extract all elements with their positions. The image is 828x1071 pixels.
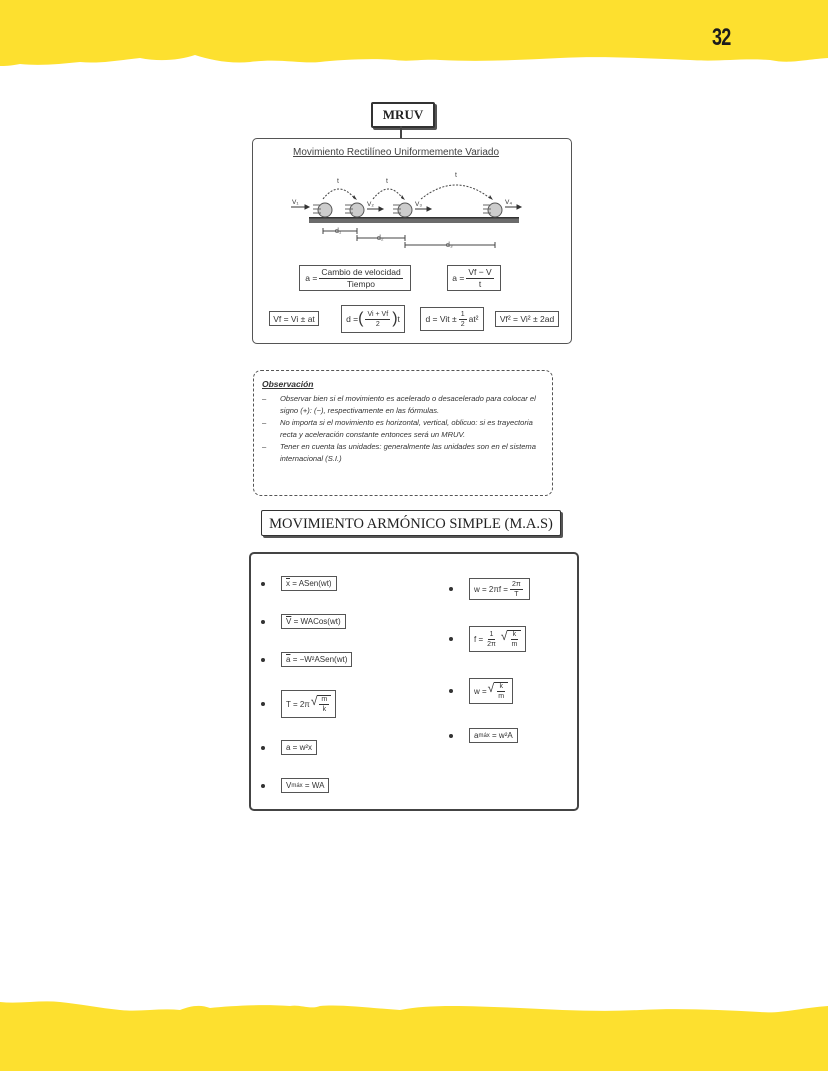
connector-line [400,126,402,138]
formula-lhs: a = [305,273,318,283]
fraction-denominator: t [478,278,482,289]
formula-box [281,778,329,793]
dash-bullet: – [262,442,267,451]
top-yellow-band [0,0,828,75]
fraction-denominator: k [322,706,327,713]
formula-velocity-squared: Vf² = Vi² ± 2ad [495,311,559,327]
svg-text:t: t [455,172,457,179]
bullet-icon [449,689,453,693]
formula-rhs: = w²A [492,731,513,740]
observation-item [262,417,546,440]
observation-text: No importa si el movimiento es horizontal, vertical, oblicuo: si es trayectoria recta y aceleración constante entonces será un MRUV. [280,418,533,439]
formula-rhs: = WA [304,781,325,790]
mruv-subtitle: Movimiento Rectilíneo Uniformemente Variado [293,147,500,158]
fraction-denominator: 2π [487,640,496,648]
fraction-numerator: Vi + Vf [367,310,389,318]
mruv-title: MRUV [371,102,435,128]
svg-text:d₁: d₁ [335,228,342,235]
formula-distance-average: d = ( $\frac{Vi + Vf}{2}$ ) t [341,305,405,333]
formula-accel [447,265,501,291]
formula-box [281,652,352,667]
observation-text: Observar bien si el movimiento es acelerado o desacelerado para colocar el signo (+): (−), respectivamente en las fórmulas. [280,394,536,415]
dash-bullet: – [262,394,267,403]
sqrt-symbol: √ $\frac{m}{k}$ [311,695,331,713]
mas-formula-velocity [261,614,346,629]
bottom-yellow-band [0,990,828,1071]
bullet-icon [261,582,265,586]
formula-subscript: máx [478,732,490,739]
formula-rhs: t [397,314,400,324]
bullet-icon [261,746,265,750]
svg-text:V₃: V₃ [415,201,422,208]
formula-rhs: at² [468,314,479,324]
sqrt-symbol: √ $\frac{k}{m}$ [501,630,521,648]
bullet-icon [449,587,453,591]
mas-title: MOVIMIENTO ARMÓNICO SIMPLE (M.A.S) [261,510,561,536]
bullet-icon [261,702,265,706]
formula-box [281,690,336,718]
formula-var: $\overline{V}$ [286,617,292,626]
mas-formula-position [261,576,337,591]
svg-text:d₂: d₂ [377,235,384,242]
formula-var: $\overline{a}$ [286,655,291,664]
formula-lhs: d = Vit ± [425,314,457,324]
mas-formula-period [261,690,336,718]
mas-formula-vmax [261,778,329,793]
formula-accel-definition [299,265,411,291]
mruv-motion-diagram [281,165,541,260]
formula-var: a [474,731,479,740]
fraction-denominator: 2 [460,320,465,328]
observation-title: Observación [262,379,314,389]
fraction-numerator: 2π [511,580,521,588]
fraction-denominator: T [514,590,519,598]
formula-box [469,728,518,743]
formula-subscript: máx [291,782,303,789]
fraction-numerator: Cambio de velocidad [321,267,401,277]
formula-var: $\overline{x}$ [286,579,290,588]
mas-formula-angular-freq-spring [449,678,513,704]
observation-text: Tener en cuenta las unidades: generalmente las unidades son en el sistema internacional (S.I.) [280,442,536,463]
fraction-denominator: m [511,641,518,648]
svg-text:t: t [386,178,388,185]
formula-distance-kinematic [420,307,484,331]
bullet-icon [449,637,453,641]
observation-item [262,441,546,464]
observation-panel [253,370,553,496]
mas-panel [249,552,579,811]
mas-formula-amax [449,728,518,743]
formula-var: V [286,781,292,790]
bullet-icon [449,734,453,738]
formula-box: a = w²x [281,740,317,755]
mas-formula-angular-freq [449,578,530,600]
fraction-numerator: 1 [489,630,494,638]
formula-lhs: w = [474,686,487,696]
svg-text:V₁: V₁ [292,199,299,206]
observation-list [262,393,546,465]
bullet-icon [261,784,265,788]
fraction-numerator: m [321,696,328,703]
formula-final-velocity: Vf = Vi ± at [269,311,319,326]
page-number: 32 [712,24,731,51]
svg-text:V₂: V₂ [367,201,374,208]
formula-lhs: a = [452,273,465,283]
fraction-numerator: k [512,631,517,638]
mas-formula-acceleration [261,652,352,667]
fraction-numerator: k [499,683,503,690]
fraction-denominator: Tiempo [347,278,376,289]
bullet-icon [261,620,265,624]
svg-text:V₄: V₄ [505,199,512,206]
formula-box [281,614,346,629]
sqrt-symbol: √ $\frac{k}{m}$ [488,682,508,700]
fraction-numerator: Vf − V [468,267,492,277]
formula-lhs: d = [346,314,359,324]
mas-formula-frequency [449,626,526,652]
formula-rhs: = ASen(wt) [292,579,332,588]
svg-text:d₃: d₃ [446,242,453,249]
formula-rhs: = WACos(wt) [293,617,341,626]
dash-bullet: – [262,418,267,427]
observation-item [262,393,546,416]
formula-rhs: = −W²ASen(wt) [292,655,348,664]
fraction-denominator: 2 [375,320,380,328]
mruv-panel [252,138,572,344]
bullet-icon [261,658,265,662]
fraction-numerator: 1 [460,310,465,318]
formula-box [469,678,513,704]
formula-lhs: T = 2π [286,699,310,709]
svg-text:t: t [337,178,339,185]
formula-box [469,578,530,600]
formula-lhs: w = 2πf = [474,584,508,594]
formula-lhs: f = [474,634,484,644]
formula-box [281,576,337,591]
formula-box [469,626,526,652]
mas-formula-accel-position [261,740,317,755]
fraction-denominator: m [498,693,505,700]
